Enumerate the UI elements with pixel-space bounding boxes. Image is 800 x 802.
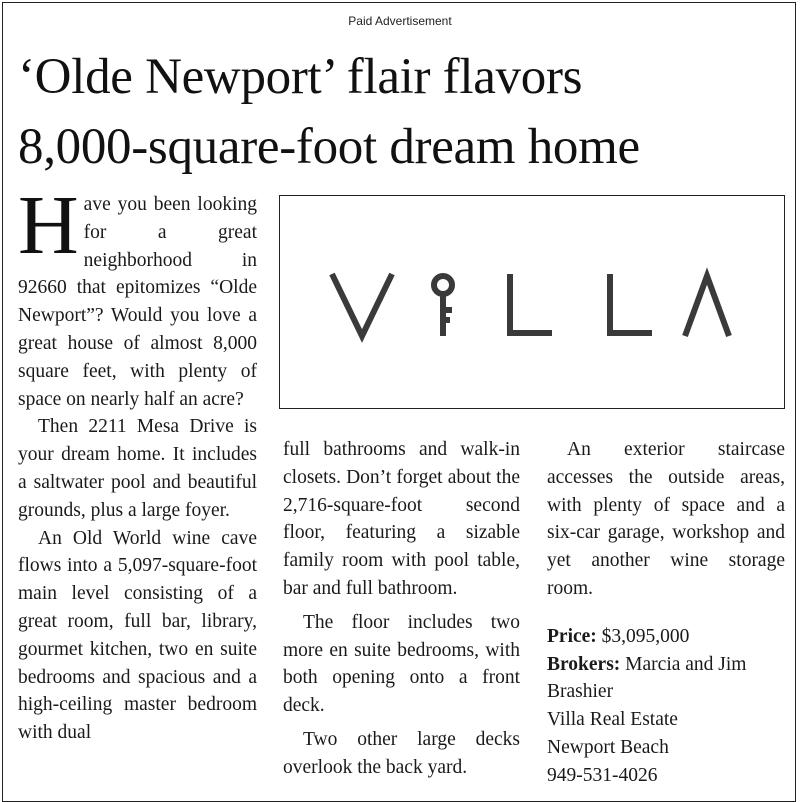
brokers-line — [547, 651, 785, 707]
headline-line-2: 8,000-square-foot dream home — [18, 119, 640, 175]
article-column-2 — [283, 436, 520, 782]
price-label: Price: — [547, 625, 597, 647]
brokers-label: Brokers: — [547, 653, 621, 675]
paragraph: Then 2211 Mesa Drive is your dream home. It includes a saltwater pool and beautiful grounds, plus a large foyer. — [18, 416, 257, 521]
key-icon — [434, 276, 452, 336]
price-line — [547, 623, 785, 651]
logo-letter-v — [332, 274, 392, 336]
villa-logo-box — [279, 195, 785, 409]
paragraph: An exterior staircase accesses the outside areas, with plenty of space and a six-car garage, workshop and yet another wine storage room. — [547, 439, 785, 599]
paid-advertisement-label: Paid Advertisement — [348, 14, 452, 28]
paragraph: The floor includes two more en suite bedrooms, with both opening onto a front deck. — [283, 611, 520, 717]
article-column-1 — [18, 179, 257, 747]
listing-info — [547, 623, 785, 790]
article-column-3 — [547, 436, 785, 790]
price-value: $3,095,000 — [601, 625, 690, 647]
agency-city: Newport Beach — [547, 736, 669, 758]
drop-cap: H — [18, 179, 79, 272]
paragraph: Two other large decks overlook the back yard. — [283, 728, 520, 778]
intro-paragraph — [18, 179, 257, 413]
logo-letter-l-1 — [510, 274, 552, 333]
brokers-value: Marcia and Jim Brashier — [547, 653, 747, 703]
headline-line-1: ‘Olde Newport’ flair flavors — [18, 49, 583, 105]
agency-phone: 949-531-4026 — [547, 764, 658, 786]
logo-letter-l-2 — [610, 274, 652, 333]
paragraph: full bathrooms and walk-in closets. Don’t forget about the 2,716-square-foot second floor, featuring a sizable family room with pool table, bar and full bathroom. — [283, 439, 520, 599]
agency-name: Villa Real Estate — [547, 709, 678, 731]
villa-logo — [280, 196, 784, 408]
paragraph: An Old World wine cave flows into a 5,097-square-foot main level consisting of a great room, full bar, library, gourmet kitchen, two en suite bedrooms and spacious and a high-ceiling master bedroom with dual — [18, 527, 257, 744]
intro-text: ave you been looking for a great neighborhood in 92660 that epitomizes “Olde Newport”? Would you love a great house of almost 8,000 square feet, with plenty of space on nearly half an acre? — [18, 194, 257, 410]
logo-letter-a — [685, 276, 729, 336]
